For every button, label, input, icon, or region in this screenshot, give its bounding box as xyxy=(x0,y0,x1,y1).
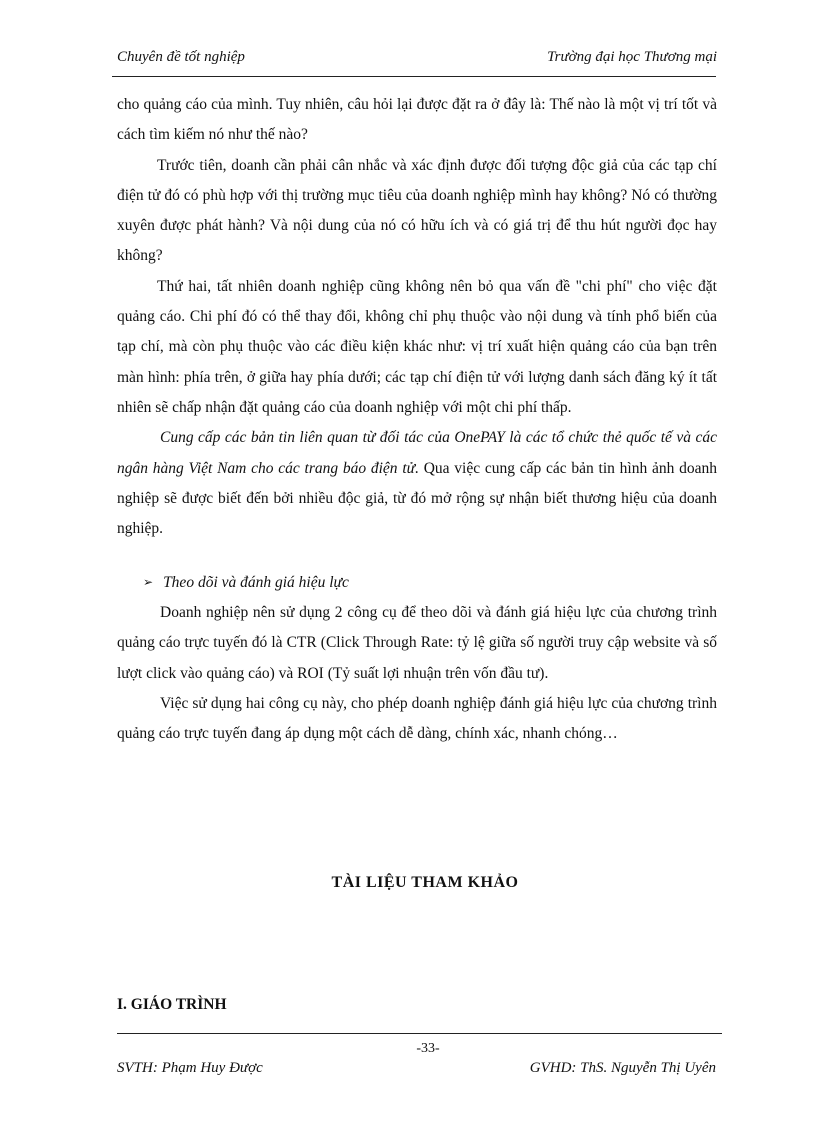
page-number: -33- xyxy=(416,1041,440,1056)
arrow-bullet-icon: ➢ xyxy=(143,575,154,589)
header-right: Trường đại học Thương mại xyxy=(547,49,717,65)
footer-left: SVTH: Phạm Huy Được xyxy=(117,1060,263,1076)
bullet-heading-text: Theo dõi và đánh giá hiệu lực xyxy=(163,574,349,591)
paragraph-1: cho quảng cáo của mình. Tuy nhiên, câu hỏi lại được đặt ra ở đây là: Thế nào là một vị trí tốt và cách tìm kiếm nó như thế nào? xyxy=(117,96,717,144)
references-title: TÀI LIỆU THAM KHẢO xyxy=(331,874,519,891)
bullet-heading xyxy=(143,574,349,592)
header-left: Chuyên đề tốt nghiệp xyxy=(117,49,245,65)
paragraph-4-rest: Qua việc cung cấp các bản tin hình ảnh doanh nghiệp sẽ được biết đến bởi nhiều độc giả, từ đó mở rộng sự nhận biết thương hiệu của doanh nghiệp. xyxy=(117,459,717,538)
body-block-2 xyxy=(117,598,717,749)
paragraph-6: Việc sử dụng hai công cụ này, cho phép doanh nghiệp đánh giá hiệu lực của chương trình quảng cáo trực tuyến đang áp dụng một cách dễ dàng, chính xác, nhanh chóng… xyxy=(117,694,717,743)
section-heading: I. GIÁO TRÌNH xyxy=(117,996,227,1013)
paragraph-5: Doanh nghiệp nên sử dụng 2 công cụ để theo dõi và đánh giá hiệu lực của chương trình quảng cáo trực tuyến đó là CTR (Click Through Rate: tỷ lệ giữa số người truy cập website và số lượt click vào quảng cáo) và ROI (Tỷ suất lợi nhuận trên vốn đầu tư). xyxy=(117,604,717,682)
footer-divider xyxy=(117,1033,722,1034)
paragraph-3: Thứ hai, tất nhiên doanh nghiệp cũng không nên bỏ qua vấn đề "chi phí" cho việc đặt quảng cáo. Chi phí đó có thể thay đổi, không chỉ phụ thuộc vào nội dung và tính phổ biến của tạp chí, mà còn phụ thuộc vào các điều kiện khác như: vị trí xuất hiện quảng cáo của bạn trên màn hình: phía trên, ở giữa hay phía dưới; các tạp chí điện tử với lượng danh sách đăng ký ít tất nhiên sẽ chấp nhận đặt quảng cáo của doanh nghiệp với một chi phí thấp. xyxy=(117,277,717,416)
body-block-1 xyxy=(117,90,717,544)
paragraph-4 xyxy=(117,423,717,544)
header-divider xyxy=(112,76,716,77)
footer-right: GVHD: ThS. Nguyễn Thị Uyên xyxy=(529,1060,716,1076)
paragraph-4-italic: Cung cấp các bản tin liên quan từ đối tác của OnePAY là các tổ chức thẻ quốc tế và các ngân hàng Việt Nam cho các trang báo điện tử. xyxy=(117,429,717,477)
paragraph-2: Trước tiên, doanh cần phải cân nhắc và xác định được đối tượng độc giả của các tạp chí điện tử đó có phù hợp với thị trường mục tiêu của doanh nghiệp mình hay không? Nó có thường xuyên được phát hành? Và nội dung của nó có hữu ích và có giá trị để thu hút người đọc hay không? xyxy=(117,156,717,265)
